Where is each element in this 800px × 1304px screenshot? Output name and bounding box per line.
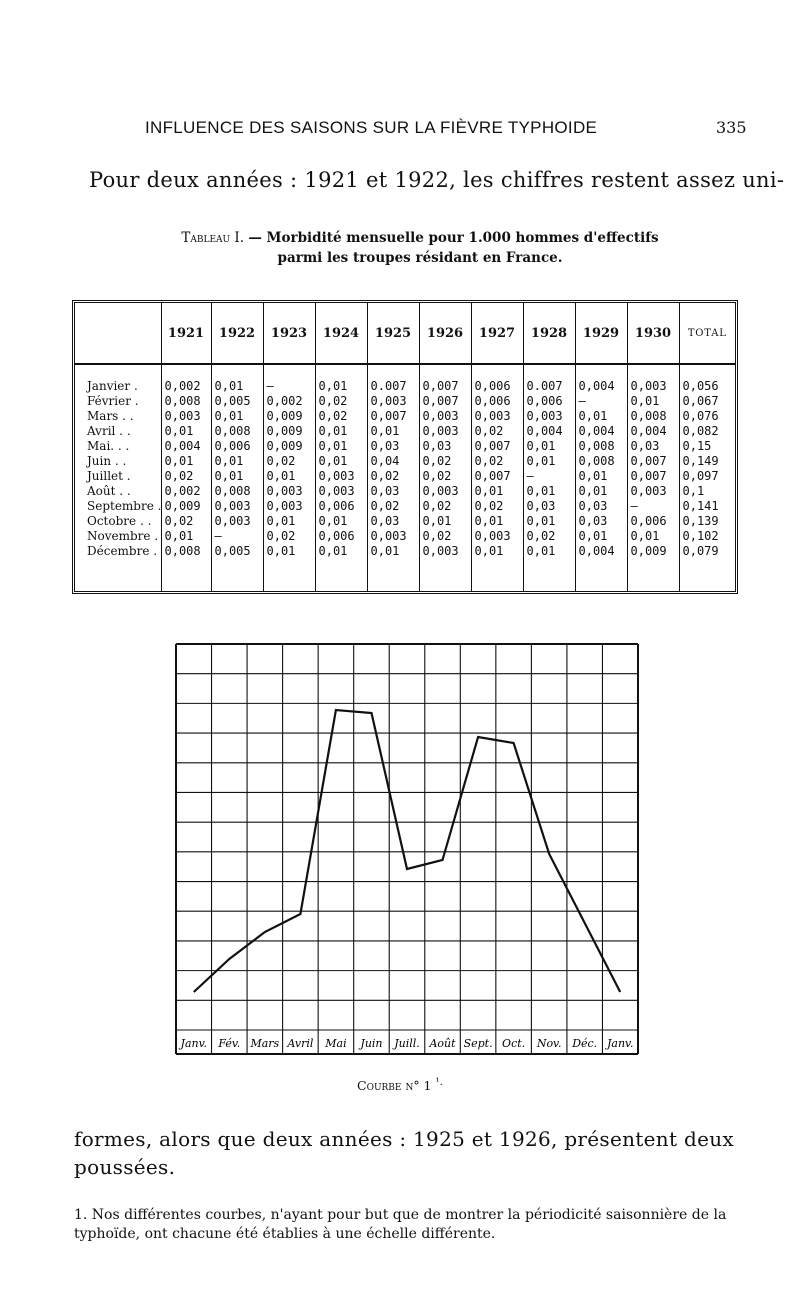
table-cell: 0,005 — [211, 544, 263, 559]
table-cell: 0,003 — [627, 364, 679, 394]
table-cell: 0,009 — [263, 409, 315, 424]
table-cell: 0,01 — [367, 544, 419, 559]
header-total: TOTAL — [679, 303, 735, 364]
table-cell: 0,01 — [471, 484, 523, 499]
table-cell: 0,003 — [419, 409, 471, 424]
table-row — [75, 529, 735, 544]
row-month-label: Juin . . — [87, 454, 127, 468]
table-cell: 0,008 — [575, 439, 627, 454]
header-1921: 1921 — [161, 303, 211, 364]
spacer-cell — [315, 559, 367, 591]
header-1929: 1929 — [575, 303, 627, 364]
table-body — [75, 364, 735, 591]
table-row — [75, 514, 735, 529]
footnote: 1. Nos différentes courbes, n'ayant pour but que de montrer la périodicité saisonnière de la typhoïde, ont chacune été établies à une échelle différente. — [74, 1207, 727, 1242]
table-cell: — — [523, 469, 575, 484]
spacer-cell — [263, 559, 315, 591]
table-cell: 0.007 — [523, 364, 575, 394]
table-cell: 0,01 — [315, 364, 367, 394]
table-row — [75, 424, 735, 439]
table-title-line2: parmi les troupes résidant en France. — [277, 250, 563, 266]
curve-caption-note: ¹. — [435, 1076, 443, 1088]
morbidity-table — [75, 303, 735, 591]
table-cell: 0,01 — [575, 409, 627, 424]
table-cell: — — [263, 364, 315, 394]
month-tick-label: Juin — [360, 1037, 383, 1050]
table-cell: 0,007 — [471, 439, 523, 454]
table-cell: 0,006 — [315, 499, 367, 514]
row-month-label: Juillet . — [87, 469, 131, 483]
table-cell: 0,006 — [627, 514, 679, 529]
table-cell: 0,03 — [419, 439, 471, 454]
table-cell: 0,01 — [263, 469, 315, 484]
paragraph-bottom: formes, alors que deux années : 1925 et 1926, présentent deux poussées. — [74, 1127, 734, 1179]
table-cell: 0,01 — [627, 529, 679, 544]
table-cell: — — [211, 529, 263, 544]
table-cell: 0,002 — [263, 394, 315, 409]
header-1928: 1928 — [523, 303, 575, 364]
seasonal-curve-chart — [170, 638, 640, 1058]
table-cell: 0,02 — [367, 469, 419, 484]
month-tick-label: Avril — [287, 1037, 314, 1050]
table-cell: 0,004 — [575, 424, 627, 439]
table-cell: 0,076 — [679, 409, 735, 424]
header-1926: 1926 — [419, 303, 471, 364]
table-cell: 0,03 — [575, 514, 627, 529]
table-cell: 0,008 — [627, 409, 679, 424]
row-month-label: Août . . — [87, 484, 131, 498]
row-month-label: Mars . . — [87, 409, 134, 423]
table-cell: 0,01 — [315, 544, 367, 559]
table-cell: 0,01 — [627, 394, 679, 409]
table-cell: 0,01 — [523, 484, 575, 499]
row-month-label: Janvier . — [87, 379, 138, 393]
spacer-cell — [419, 559, 471, 591]
table-cell: 0,03 — [367, 439, 419, 454]
table-cell: 0,003 — [263, 484, 315, 499]
month-tick-label: Août — [429, 1037, 456, 1050]
running-title: INFLUENCE DES SAISONS SUR LA FIÈVRE TYPHOIDE — [145, 118, 598, 137]
table-caption — [100, 228, 740, 268]
table-cell: 0,003 — [471, 529, 523, 544]
table-cell: 0,01 — [471, 544, 523, 559]
table-cell: 0,003 — [523, 409, 575, 424]
month-tick-label: Déc. — [572, 1037, 598, 1050]
spacer-cell — [211, 559, 263, 591]
table-cell: 0,006 — [315, 529, 367, 544]
table-cell: 0,01 — [211, 469, 263, 484]
row-month-label: Décembre . — [87, 544, 158, 558]
table-cell: 0,01 — [161, 529, 211, 544]
table-row — [75, 469, 735, 484]
table-cell: 0,02 — [419, 469, 471, 484]
morbidity-table-frame — [72, 300, 738, 594]
table-cell: 0,02 — [471, 499, 523, 514]
table-cell: 0,01 — [263, 544, 315, 559]
table-cell: 0,03 — [627, 439, 679, 454]
table-cell: 0,008 — [161, 544, 211, 559]
table-row — [75, 439, 735, 454]
row-month-label: Mai. . . — [87, 439, 130, 453]
table-cell: 0,007 — [627, 469, 679, 484]
table-cell: 0,009 — [161, 499, 211, 514]
header-blank — [75, 303, 161, 364]
table-cell: 0,01 — [315, 424, 367, 439]
table-cell: 0,003 — [627, 484, 679, 499]
table-cell: 0,009 — [263, 439, 315, 454]
header-1924: 1924 — [315, 303, 367, 364]
table-cell: 0,01 — [211, 409, 263, 424]
table-cell: 0,01 — [315, 454, 367, 469]
table-cell: 0,02 — [419, 529, 471, 544]
table-cell: 0,01 — [161, 424, 211, 439]
table-cell: 0,004 — [575, 364, 627, 394]
chart-grid — [176, 644, 638, 1054]
table-cell: 0,02 — [523, 529, 575, 544]
table-cell: 0,01 — [523, 454, 575, 469]
table-cell: 0,02 — [263, 529, 315, 544]
table-cell: 0,02 — [367, 499, 419, 514]
table-cell: 0,003 — [471, 409, 523, 424]
table-cell: 0,003 — [367, 394, 419, 409]
spacer-cell — [367, 559, 419, 591]
table-cell: 0,03 — [523, 499, 575, 514]
table-cell: 0,01 — [471, 514, 523, 529]
table-cell: 0,15 — [679, 439, 735, 454]
table-cell: 0,007 — [627, 454, 679, 469]
curve-caption-label: Courbe n° 1 — [357, 1078, 432, 1094]
month-tick-label: Nov. — [536, 1037, 562, 1050]
table-cell: 0,067 — [679, 394, 735, 409]
table-cell: 0,01 — [523, 514, 575, 529]
table-cell: 0,01 — [419, 514, 471, 529]
row-month-label: Octobre . . — [87, 514, 152, 528]
table-cell: 0,149 — [679, 454, 735, 469]
table-cell: 0,01 — [211, 364, 263, 394]
table-cell: 0,141 — [679, 499, 735, 514]
table-cell: 0,004 — [575, 544, 627, 559]
table-cell: 0,007 — [419, 364, 471, 394]
table-cell: 0,003 — [315, 484, 367, 499]
table-cell: 0,003 — [315, 469, 367, 484]
table-cell: 0,139 — [679, 514, 735, 529]
spacer-cell — [471, 559, 523, 591]
spacer-cell — [523, 559, 575, 591]
table-cell: 0,01 — [315, 514, 367, 529]
month-tick-label: Fév. — [218, 1037, 241, 1050]
table-cell: 0,009 — [263, 424, 315, 439]
table-cell: 0,03 — [367, 484, 419, 499]
table-cell: 0,004 — [627, 424, 679, 439]
table-cell: 0,007 — [419, 394, 471, 409]
table-cell: 0,007 — [471, 469, 523, 484]
table-cell: 0,009 — [627, 544, 679, 559]
month-tick-label: Oct. — [502, 1037, 526, 1050]
table-cell: 0,02 — [471, 424, 523, 439]
table-cell: 0,006 — [471, 364, 523, 394]
table-cell: 0,003 — [161, 409, 211, 424]
table-cell: 0,006 — [523, 394, 575, 409]
table-label: Tableau I. — [181, 230, 245, 246]
month-tick-label: Mars — [250, 1037, 280, 1050]
spacer-cell — [161, 559, 211, 591]
row-month-label: Novembre . — [87, 529, 159, 543]
table-row — [75, 409, 735, 424]
table-cell: 0,003 — [419, 424, 471, 439]
table-cell: 0,003 — [419, 484, 471, 499]
table-cell: 0,005 — [211, 394, 263, 409]
table-cell: 0,082 — [679, 424, 735, 439]
header-1930: 1930 — [627, 303, 679, 364]
table-cell: 0,01 — [263, 514, 315, 529]
table-cell: 0,008 — [575, 454, 627, 469]
month-tick-label: Janv. — [606, 1037, 634, 1050]
curve-caption — [0, 1076, 800, 1093]
table-cell: 0,102 — [679, 529, 735, 544]
row-month-label: Avril . . — [87, 424, 131, 438]
table-cell: 0,02 — [471, 454, 523, 469]
header-1925: 1925 — [367, 303, 419, 364]
spacer-cell — [679, 559, 735, 591]
table-cell: 0,01 — [575, 529, 627, 544]
table-cell: 0,006 — [471, 394, 523, 409]
month-tick-label: Janv. — [180, 1037, 208, 1050]
table-cell: 0.007 — [367, 364, 419, 394]
table-row — [75, 544, 735, 559]
table-cell: 0,008 — [161, 394, 211, 409]
table-title-line1: — Morbidité mensuelle pour 1.000 hommes d'effectifs — [248, 230, 659, 246]
table-cell: 0,03 — [575, 499, 627, 514]
header-1922: 1922 — [211, 303, 263, 364]
table-header-row — [75, 303, 735, 364]
table-cell: 0,008 — [211, 484, 263, 499]
table-cell: 0,02 — [161, 514, 211, 529]
paragraph-top: Pour deux années : 1921 et 1922, les chiffres restent assez uni- — [89, 168, 785, 192]
table-cell: 0,056 — [679, 364, 735, 394]
month-tick-label: Juill. — [394, 1037, 420, 1050]
table-cell: 0,01 — [161, 454, 211, 469]
header-1927: 1927 — [471, 303, 523, 364]
table-cell: 0,01 — [523, 544, 575, 559]
header-1923: 1923 — [263, 303, 315, 364]
table-cell: — — [627, 499, 679, 514]
table-row — [75, 364, 735, 394]
table-cell: 0,003 — [367, 529, 419, 544]
table-row — [75, 394, 735, 409]
table-cell: 0,003 — [263, 499, 315, 514]
table-cell: 0,01 — [523, 439, 575, 454]
table-row — [75, 454, 735, 469]
table-cell: — — [575, 394, 627, 409]
table-row — [75, 499, 735, 514]
table-cell: 0,02 — [315, 409, 367, 424]
table-bottom-spacer — [75, 559, 735, 591]
table-cell: 0,007 — [367, 409, 419, 424]
table-cell: 0,079 — [679, 544, 735, 559]
table-cell: 0,02 — [161, 469, 211, 484]
table-cell: 0,002 — [161, 484, 211, 499]
table-cell: 0,04 — [367, 454, 419, 469]
spacer-cell — [75, 559, 161, 591]
table-cell: 0,004 — [523, 424, 575, 439]
table-cell: 0,01 — [575, 484, 627, 499]
table-cell: 0,003 — [211, 514, 263, 529]
morbidity-curve — [194, 710, 620, 992]
table-cell: 0,01 — [367, 424, 419, 439]
table-cell: 0,004 — [161, 439, 211, 454]
table-cell: 0,1 — [679, 484, 735, 499]
table-cell: 0,02 — [419, 499, 471, 514]
table-cell: 0,003 — [419, 544, 471, 559]
spacer-cell — [627, 559, 679, 591]
month-tick-label: Mai — [325, 1037, 347, 1050]
table-cell: 0,097 — [679, 469, 735, 484]
table-cell: 0,003 — [211, 499, 263, 514]
table-row — [75, 484, 735, 499]
table-cell: 0,02 — [419, 454, 471, 469]
row-month-label: Février . — [87, 394, 139, 408]
table-cell: 0,01 — [315, 439, 367, 454]
row-month-label: Septembre . — [87, 499, 161, 513]
table-cell: 0,006 — [211, 439, 263, 454]
table-cell: 0,01 — [211, 454, 263, 469]
table-cell: 0,008 — [211, 424, 263, 439]
table-cell: 0,002 — [161, 364, 211, 394]
table-cell: 0,01 — [575, 469, 627, 484]
table-cell: 0,02 — [315, 394, 367, 409]
table-cell: 0,03 — [367, 514, 419, 529]
page-number: 335 — [716, 118, 747, 137]
table-cell: 0,02 — [263, 454, 315, 469]
month-tick-label: Sept. — [463, 1037, 493, 1050]
spacer-cell — [575, 559, 627, 591]
